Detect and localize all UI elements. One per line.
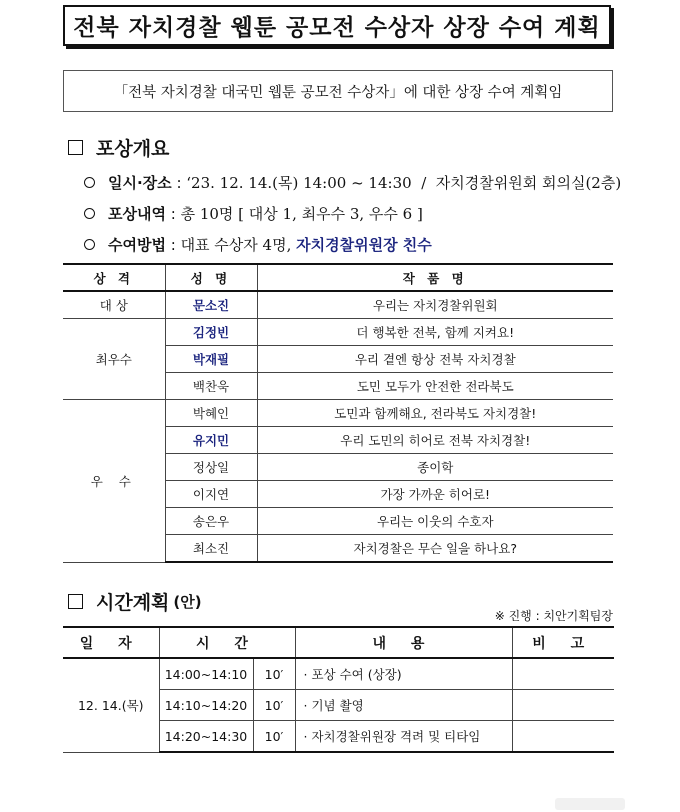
col-header-remark: 비 고 xyxy=(512,627,614,658)
section-heading-schedule xyxy=(68,588,202,615)
work-cell: 우리 곁엔 항상 전북 자치경찰 xyxy=(257,346,613,373)
remark-cell xyxy=(512,690,614,721)
bullet-separator: : xyxy=(165,204,181,223)
table-row xyxy=(63,658,614,690)
table-row xyxy=(63,319,613,346)
grade-cell: 대 상 xyxy=(63,291,165,319)
bullet-label: 일시·장소 xyxy=(108,174,172,192)
facilitator-note: ※ 진행 : 치안기획팀장 xyxy=(494,609,613,623)
work-cell: 가장 가까운 히어로! xyxy=(257,481,613,508)
section-heading-text: 시간계획 xyxy=(96,592,170,614)
col-header-date: 일 자 xyxy=(63,627,159,658)
bullet-text: ‘23. 12. 14.(목) 14:00 ~ 14:30 / 자치경찰위원회 회의실(2층) xyxy=(186,174,622,192)
time-cell: 14:20~14:30 xyxy=(159,721,253,753)
name-cell: 최소진 xyxy=(165,535,257,563)
name-cell: 김정빈 xyxy=(165,319,257,346)
bullet-separator: : xyxy=(171,173,187,192)
bullet-method xyxy=(84,234,432,255)
bullet-separator: : xyxy=(165,235,181,254)
col-header-content: 내 용 xyxy=(295,627,512,658)
square-bullet-icon xyxy=(68,594,83,609)
section-heading-suffix: (안) xyxy=(173,593,202,611)
work-cell: 도민 모두가 안전한 전라북도 xyxy=(257,373,613,400)
bullet-highlight: 자치경찰위원장 친수 xyxy=(296,236,432,254)
table-row xyxy=(63,291,613,319)
col-header-time: 시 간 xyxy=(159,627,295,658)
duration-cell: 10′ xyxy=(253,721,295,753)
name-cell: 송은우 xyxy=(165,508,257,535)
work-cell: 도민과 함께해요, 전라북도 자치경찰! xyxy=(257,400,613,427)
time-cell: 14:10~14:20 xyxy=(159,690,253,721)
grade-cell: 최우수 xyxy=(63,319,165,400)
faint-watermark xyxy=(555,798,625,810)
name-cell: 이지연 xyxy=(165,481,257,508)
content-cell: · 포상 수여 (상장) xyxy=(295,658,512,690)
grade-cell: 우 수 xyxy=(63,400,165,563)
bullet-text: 대표 수상자 4명, xyxy=(180,236,297,254)
remark-cell xyxy=(512,721,614,753)
square-bullet-icon xyxy=(68,140,83,155)
bullet-awards xyxy=(84,203,423,224)
document-subtitle: 「전북 자치경찰 대국민 웹툰 공모전 수상자」에 대한 상장 수여 계획임 xyxy=(63,70,613,112)
name-cell: 박재필 xyxy=(165,346,257,373)
section-heading-overview xyxy=(68,134,169,161)
col-header-work: 작 품 명 xyxy=(257,264,613,291)
name-cell: 유지민 xyxy=(165,427,257,454)
name-cell: 백찬욱 xyxy=(165,373,257,400)
bullet-label: 수여방법 xyxy=(108,236,166,254)
schedule-table xyxy=(63,626,614,753)
time-cell: 14:00~14:10 xyxy=(159,658,253,690)
remark-cell xyxy=(512,658,614,690)
name-cell: 박혜인 xyxy=(165,400,257,427)
work-cell: 우리 도민의 히어로 전북 자치경찰! xyxy=(257,427,613,454)
col-header-name: 성 명 xyxy=(165,264,257,291)
duration-cell: 10′ xyxy=(253,690,295,721)
content-cell: · 자치경찰위원장 격려 및 티타임 xyxy=(295,721,512,753)
work-cell: 더 행복한 전북, 함께 지켜요! xyxy=(257,319,613,346)
section-heading-text: 포상개요 xyxy=(96,138,170,160)
circle-bullet-icon xyxy=(84,208,95,219)
work-cell: 우리는 자치경찰위원회 xyxy=(257,291,613,319)
bullet-datetime xyxy=(84,172,621,193)
circle-bullet-icon xyxy=(84,239,95,250)
awards-table xyxy=(63,263,613,563)
work-cell: 자치경찰은 무슨 일을 하나요? xyxy=(257,535,613,563)
name-cell: 문소진 xyxy=(165,291,257,319)
name-cell: 정상일 xyxy=(165,454,257,481)
content-cell: · 기념 촬영 xyxy=(295,690,512,721)
duration-cell: 10′ xyxy=(253,658,295,690)
document-title: 전북 자치경찰 웹툰 공모전 수상자 상장 수여 계획 xyxy=(63,5,611,46)
work-cell: 종이학 xyxy=(257,454,613,481)
work-cell: 우리는 이웃의 수호자 xyxy=(257,508,613,535)
table-row xyxy=(63,400,613,427)
date-cell: 12. 14.(목) xyxy=(63,658,159,752)
col-header-grade: 상 격 xyxy=(63,264,165,291)
bullet-text: 총 10명 [ 대상 1, 최우수 3, 우수 6 ] xyxy=(180,205,423,223)
circle-bullet-icon xyxy=(84,177,95,188)
bullet-label: 포상내역 xyxy=(108,205,166,223)
